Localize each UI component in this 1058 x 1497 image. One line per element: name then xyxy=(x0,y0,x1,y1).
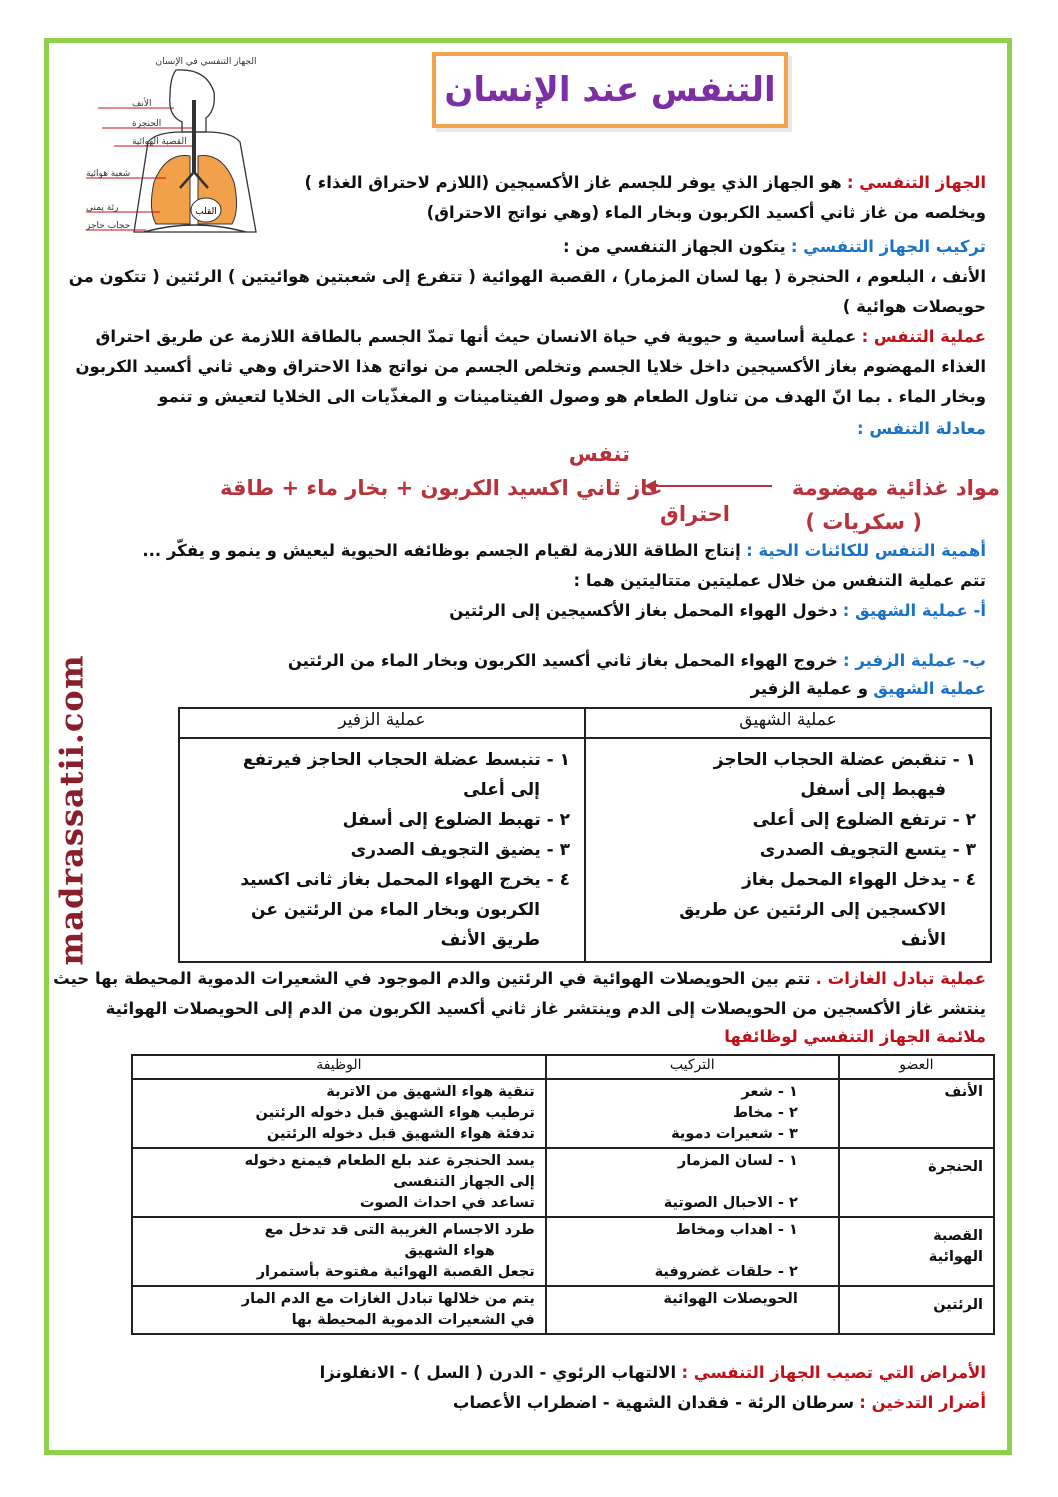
organ-name: الهوائية xyxy=(928,1249,983,1265)
respiratory-diagram-svg xyxy=(56,52,288,244)
compare-caption-inhale: عملية الشهيق xyxy=(873,679,986,698)
structure-line-3: حويصلات هوائية ) xyxy=(842,297,986,316)
adaptation-row-larynx xyxy=(132,1148,994,1217)
equation-above-arrow: تنفس xyxy=(568,442,630,466)
phases-intro: تتم عملية التنفس من خلال عمليتين متتاليتين هما : xyxy=(573,571,986,590)
smoking-line xyxy=(453,1390,986,1416)
compare-caption-rest: و عملية الزفير xyxy=(750,679,869,698)
function-item: ترطيب هواء الشهيق قبل دخوله الرئتين xyxy=(255,1105,535,1121)
diagram-label-right-lung: رئة يمنى xyxy=(86,203,119,213)
structure-item: الحويصلات الهوائية xyxy=(663,1291,798,1307)
adaptation-function xyxy=(132,1148,546,1217)
adaptation-organ xyxy=(839,1079,994,1148)
adaptation-function xyxy=(132,1286,546,1334)
exhale-step: ٢ - تهبط الضلوع إلى أسفل xyxy=(342,810,570,830)
structure-item: ٢ - حلقات غضروفية xyxy=(654,1264,798,1280)
definition-term: الجهاز التنفسي : xyxy=(846,173,986,192)
exhale-text: خروج الهواء المحمل بغاز ثاني أكسيد الكربون وبخار الماء من الرئتين xyxy=(287,651,838,670)
inhale-step: ٣ - يتسع التجويف الصدرى xyxy=(759,840,976,860)
equation-products: غاز ثاني اكسيد الكربون + بخار ماء + طاقة xyxy=(220,476,663,500)
structure-item xyxy=(557,1241,798,1262)
function-item: يتم من خلالها تبادل الغازات مع الدم المار xyxy=(241,1291,535,1307)
structure-item: ١ - لسان المزمار xyxy=(677,1153,798,1169)
function-item: طرد الاجسام الغريبة التى قد تدخل مع xyxy=(264,1222,535,1238)
importance-text: إنتاج الطاقة اللازمة لقيام الجسم بوظائفه الحيوية ليعيش و ينمو و يفكّر ... xyxy=(142,541,741,560)
watermark xyxy=(44,654,100,966)
function-item: في الشعيرات الدموية المحيطة بها xyxy=(291,1312,535,1328)
page-title: التنفس عند الإنسان xyxy=(444,70,776,110)
adaptation-organ xyxy=(839,1286,994,1334)
adaptation-organ xyxy=(839,1148,994,1217)
function-item: يسد الحنجرة عند بلع الطعام فيمنع دخوله xyxy=(244,1153,535,1169)
diseases-line xyxy=(320,1360,986,1386)
diagram-label-nose: الأنف xyxy=(132,99,152,109)
compare-caption xyxy=(751,676,986,702)
adaptation-row-trachea xyxy=(132,1217,994,1286)
diagram-label-larynx: الحنجرة xyxy=(132,119,162,129)
importance-term: أهمية التنفس للكائنات الحية : xyxy=(746,541,986,560)
diseases-text: الالتهاب الرئوي - الدرن ( السل ) - الانفلونزا xyxy=(319,1363,677,1382)
equation-heading: معادلة التنفس : xyxy=(856,419,986,438)
function-item: تدفئة هواء الشهيق قبل دخوله الرئتين xyxy=(266,1126,535,1142)
structure-line-2: الأنف ، البلعوم ، الحنجرة ( بها لسان المزمار) ، القصبة الهوائية ( تتفرع إلى شعبتين هوائيتين ) الرئتين ( تتكون من xyxy=(68,267,986,286)
adaptation-organ xyxy=(839,1217,994,1286)
definition-line-1 xyxy=(304,170,986,196)
equation-below-arrow: احتراق xyxy=(660,502,730,526)
adaptation-header-organ: العضو xyxy=(839,1055,994,1079)
adaptation-structure xyxy=(546,1148,839,1217)
title-box xyxy=(432,52,788,128)
exhale-step: ٤ - يخرج الهواء المحمل بغاز ثانى اكسيد xyxy=(240,870,570,890)
smoking-text: سرطان الرئة - فقدان الشهية - اضطراب الأعصاب xyxy=(452,1393,855,1412)
equation-reactants-note: ( سكريات ) xyxy=(805,510,922,534)
organ-name: الرئتين xyxy=(933,1297,983,1313)
diaphragm-shape xyxy=(144,225,246,232)
inhale-text: دخول الهواء المحمل بغاز الأكسيجين إلى الرئتين xyxy=(449,601,838,620)
exchange-line-1 xyxy=(53,966,986,992)
process-line-1 xyxy=(96,324,986,350)
watermark-text: madrassatii.com xyxy=(53,654,91,966)
exhale-steps xyxy=(179,738,585,962)
exchange-line-2: ينتشر غاز الأكسجين من الحويصلات إلى الدم وينتشر غاز ثاني أكسيد الكربون من الدم إلى الحويصلات الهوائية xyxy=(105,999,986,1018)
function-item: تنقية هواء الشهيق من الاتربة xyxy=(326,1084,535,1100)
importance-line xyxy=(142,538,986,564)
process-term: عملية التنفس : xyxy=(861,327,986,346)
compare-header-inhale: عملية الشهيق xyxy=(585,708,991,738)
process-text-1: عملية أساسية و حيوية في حياة الانسان حيث أنها تمدّ الجسم بالطاقة اللازمة عن طريق احتراق xyxy=(95,327,857,346)
function-item: تساعد في احداث الصوت xyxy=(359,1195,535,1211)
compare-header-exhale: عملية الزفير xyxy=(179,708,585,738)
exhale-step: الكربون وبخار الماء من الرئتين عن xyxy=(251,900,540,920)
adaptation-function xyxy=(132,1217,546,1286)
structure-item xyxy=(557,1172,798,1193)
structure-item: ٢ - الاحبال الصوتية xyxy=(663,1195,798,1211)
equation-reactants: مواد غذائية مهضومة xyxy=(791,476,1000,500)
structure-term: تركيب الجهاز التنفسي : xyxy=(790,237,986,256)
inhale-steps xyxy=(585,738,991,962)
structure-line-1 xyxy=(563,234,986,260)
definition-text-1: هو الجهاز الذي يوفر للجسم غاز الأكسيجين (اللازم لاحتراق الغذاء ) xyxy=(304,173,842,192)
exhale-step: ١ - تنبسط عضلة الحجاب الحاجز فيرتفع xyxy=(242,750,570,770)
adaptation-structure xyxy=(546,1286,839,1334)
compare-table-header xyxy=(179,708,991,738)
equation-arrow xyxy=(644,478,774,494)
structure-item: ٢ - مخاط xyxy=(732,1105,798,1121)
structure-item: ١ - اهداب ومخاط xyxy=(675,1222,798,1238)
structure-item: ٣ - شعيرات دموية xyxy=(671,1126,798,1142)
adaptation-table-header xyxy=(132,1055,994,1079)
structure-item: ١ - شعر xyxy=(741,1084,798,1100)
adaptation-heading: ملائمة الجهاز التنفسي لوظائفها xyxy=(724,1027,986,1046)
adaptation-header-structure: التركيب xyxy=(546,1055,839,1079)
diagram-label-bronchus: شعبة هوائية xyxy=(86,169,131,179)
inhale-step: ٤ - يدخل الهواء المحمل بغاز xyxy=(742,870,976,890)
adaptation-row-lungs xyxy=(132,1286,994,1334)
adaptation-structure xyxy=(546,1079,839,1148)
inhale-step: الأنف xyxy=(900,930,946,950)
respiratory-diagram xyxy=(56,52,288,244)
compare-table xyxy=(178,707,992,963)
definition-line-2: ويخلصه من غاز ثاني أكسيد الكربون وبخار الماء (وهي نواتج الاحتراق) xyxy=(426,203,986,222)
compare-table-row xyxy=(179,738,991,962)
organ-name: الأنف xyxy=(944,1084,983,1100)
exhale-step: إلى أعلى xyxy=(463,780,540,800)
function-item: إلى الجهاز التنفسى xyxy=(393,1174,535,1190)
process-line-2: الغذاء المهضوم بغاز الأكسيجين داخل خلايا الجسم وتخلص الجسم من نواتج هذا الاحتراق وهي ثاني أكسيد الكربون xyxy=(75,357,986,376)
process-line-3: وبخار الماء . بما انّ الهدف من تناول الطعام هو وصول الفيتامينات و المغذّيات الى الخلايا لتعيش و تنمو xyxy=(158,387,986,406)
structure-intro: يتكون الجهاز التنفسي من : xyxy=(563,237,786,256)
inhale-step: ١ - تنقبض عضلة الحجاب الحاجز xyxy=(713,750,976,770)
smoking-term: أضرار التدخين : xyxy=(859,1393,986,1412)
organ-name: الحنجرة xyxy=(928,1159,983,1175)
inhale-term: أ- عملية الشهيق : xyxy=(842,601,986,620)
inhale-step: ٢ - ترتفع الضلوع إلى أعلى xyxy=(752,810,976,830)
exhale-term: ب- عملية الزفير : xyxy=(843,651,986,670)
exhale-step: طريق الأنف xyxy=(440,930,540,950)
adaptation-structure xyxy=(546,1217,839,1286)
function-item: هواء الشهيق xyxy=(404,1243,495,1259)
inhale-step: فيهبط إلى أسفل xyxy=(800,780,946,800)
right-lung-shape xyxy=(151,156,190,224)
exhale-line xyxy=(288,648,986,674)
exhale-step: ٣ - يضيق التجويف الصدرى xyxy=(350,840,570,860)
organ-name: القصبة xyxy=(933,1228,983,1244)
diagram-label-diaphragm: حجاب حاجز xyxy=(86,221,131,231)
respiration-equation xyxy=(200,440,1000,540)
function-item: تجعل القصبة الهوائية مفتوحة بأستمرار xyxy=(256,1264,535,1280)
diseases-term: الأمراض التي تصيب الجهاز التنفسي : xyxy=(681,1363,986,1382)
inhale-step: الاكسجين إلى الرئتين عن طريق xyxy=(679,900,946,920)
adaptation-header-function: الوظيفة xyxy=(132,1055,546,1079)
diagram-caption: الجهاز التنفسي في الإنسان xyxy=(155,57,257,67)
inhale-line xyxy=(449,598,986,624)
exchange-text-1: تتم بين الحويصلات الهوائية في الرئتين والدم الموجود في الشعيرات الدموية المحيطة بها حيث xyxy=(53,969,811,988)
adaptation-row-nose xyxy=(132,1079,994,1148)
adaptation-function xyxy=(132,1079,546,1148)
diagram-label-trachea: القصبة الهوائية xyxy=(132,137,187,147)
heart-label: القلب xyxy=(195,207,217,217)
adaptation-table xyxy=(131,1054,995,1335)
exchange-term: عملية تبادل الغازات . xyxy=(815,969,986,988)
